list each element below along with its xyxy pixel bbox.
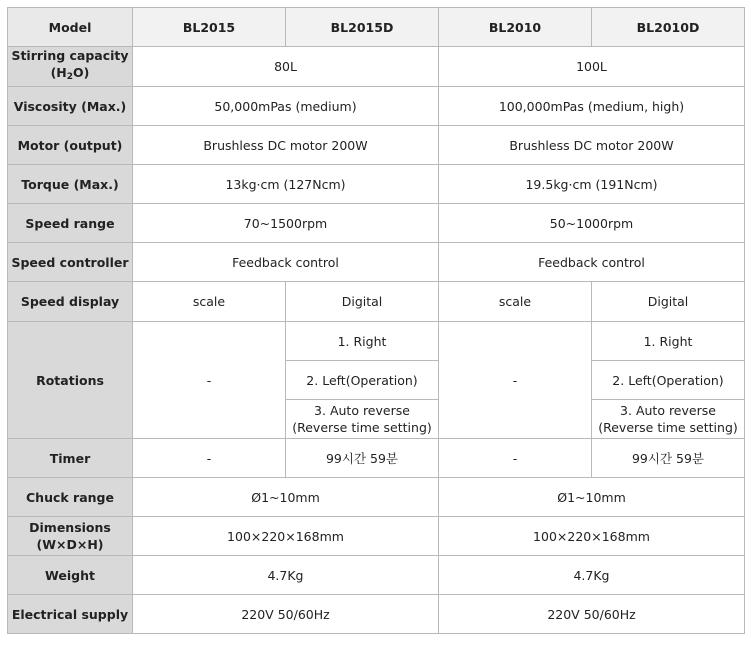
value-electrical-g1: 220V 50/60Hz (133, 595, 439, 634)
label-stirring-text: Stirring capacity (11, 48, 129, 63)
value-timer-bl2015: - (133, 439, 286, 478)
value-electrical-g2: 220V 50/60Hz (439, 595, 745, 634)
row-viscosity (8, 87, 745, 126)
value-timer-bl2010: - (439, 439, 592, 478)
value-timer-bl2010d: 99시간 59분 (592, 439, 745, 478)
value-dimensions-g2: 100×220×168mm (439, 517, 745, 556)
value-speed-range-g2: 50~1000rpm (439, 204, 745, 243)
row-motor (8, 126, 745, 165)
label-dimensions (8, 517, 133, 556)
value-motor-g1: Brushless DC motor 200W (133, 126, 439, 165)
opt3-line1: 3. Auto reverse (620, 403, 716, 418)
product-header-bl2015d: BL2015D (286, 8, 439, 47)
opt3-line1: 3. Auto reverse (314, 403, 410, 418)
label-speed-controller: Speed controller (8, 243, 133, 282)
value-dimensions-g1: 100×220×168mm (133, 517, 439, 556)
label-electrical-supply: Electrical supply (8, 595, 133, 634)
label-viscosity: Viscosity (Max.) (8, 87, 133, 126)
value-stirring-g1: 80L (133, 47, 439, 87)
product-header-bl2010: BL2010 (439, 8, 592, 47)
label-stirring-sub: 2 (66, 72, 74, 82)
opt3-line2: (Reverse time setting) (292, 420, 432, 435)
label-dimensions-line1: Dimensions (29, 520, 111, 535)
label-rotations: Rotations (8, 322, 133, 439)
value-weight-g1: 4.7Kg (133, 556, 439, 595)
label-speed-display: Speed display (8, 282, 133, 322)
row-speed-display (8, 282, 745, 322)
spec-table-container (7, 7, 745, 634)
value-viscosity-g1: 50,000mPas (medium) (133, 87, 439, 126)
opt3-line2: (Reverse time setting) (598, 420, 738, 435)
row-stirring-capacity (8, 47, 745, 87)
value-motor-g2: Brushless DC motor 200W (439, 126, 745, 165)
label-stirring-o: O) (73, 65, 90, 80)
row-electrical-supply (8, 595, 745, 634)
value-rotations-bl2010: - (439, 322, 592, 439)
label-torque: Torque (Max.) (8, 165, 133, 204)
value-rotations-bl2010d-opt2: 2. Left(Operation) (592, 361, 745, 400)
value-speed-controller-g2: Feedback control (439, 243, 745, 282)
value-rotations-bl2015d-opt2: 2. Left(Operation) (286, 361, 439, 400)
row-chuck-range (8, 478, 745, 517)
product-header-bl2015: BL2015 (133, 8, 286, 47)
value-chuck-g1: Ø1~10mm (133, 478, 439, 517)
spec-table (7, 7, 745, 634)
row-rotations-1 (8, 322, 745, 361)
label-stirring-h: (H (50, 65, 67, 80)
value-speed-display-bl2010: scale (439, 282, 592, 322)
value-viscosity-g2: 100,000mPas (medium, high) (439, 87, 745, 126)
model-header: Model (8, 8, 133, 47)
value-speed-display-bl2015d: Digital (286, 282, 439, 322)
value-stirring-g2: 100L (439, 47, 745, 87)
value-weight-g2: 4.7Kg (439, 556, 745, 595)
label-weight: Weight (8, 556, 133, 595)
value-rotations-bl2015d-opt1: 1. Right (286, 322, 439, 361)
value-torque-g1: 13kg·cm (127Ncm) (133, 165, 439, 204)
row-weight (8, 556, 745, 595)
value-rotations-bl2010d-opt3 (592, 400, 745, 439)
label-chuck-range: Chuck range (8, 478, 133, 517)
row-speed-range (8, 204, 745, 243)
value-timer-bl2015d: 99시간 59분 (286, 439, 439, 478)
label-motor: Motor (output) (8, 126, 133, 165)
value-torque-g2: 19.5kg·cm (191Ncm) (439, 165, 745, 204)
value-speed-controller-g1: Feedback control (133, 243, 439, 282)
row-torque (8, 165, 745, 204)
row-timer (8, 439, 745, 478)
header-row (8, 8, 745, 47)
value-rotations-bl2015d-opt3 (286, 400, 439, 439)
row-speed-controller (8, 243, 745, 282)
value-speed-display-bl2010d: Digital (592, 282, 745, 322)
value-rotations-bl2015: - (133, 322, 286, 439)
label-stirring-capacity (8, 47, 133, 87)
value-speed-display-bl2015: scale (133, 282, 286, 322)
row-dimensions (8, 517, 745, 556)
value-rotations-bl2010d-opt1: 1. Right (592, 322, 745, 361)
label-timer: Timer (8, 439, 133, 478)
product-header-bl2010d: BL2010D (592, 8, 745, 47)
label-speed-range: Speed range (8, 204, 133, 243)
value-chuck-g2: Ø1~10mm (439, 478, 745, 517)
label-dimensions-line2: (W×D×H) (36, 537, 104, 552)
value-speed-range-g1: 70~1500rpm (133, 204, 439, 243)
